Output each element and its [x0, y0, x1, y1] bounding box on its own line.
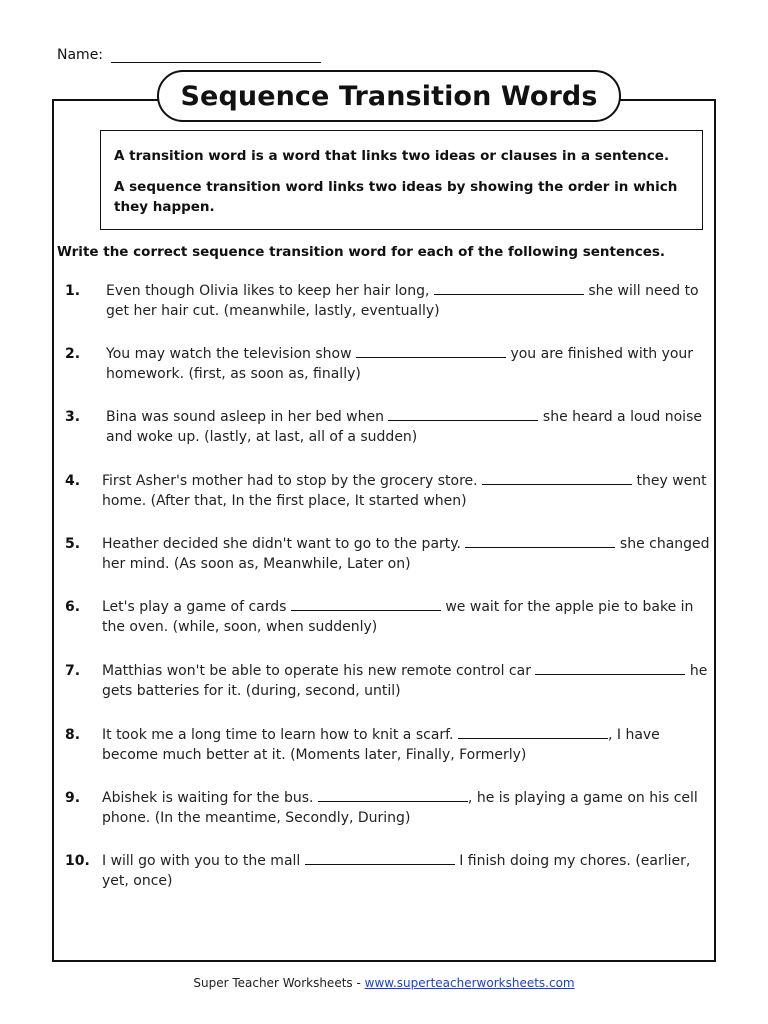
- question-text-after: , he is playing a game on his cell phone. (In the meantime, Secondly, During): [102, 790, 698, 826]
- question-7: [65, 662, 715, 701]
- answer-blank[interactable]: [318, 789, 468, 802]
- question-number: 10.: [65, 853, 90, 869]
- question-number: 7.: [65, 663, 81, 679]
- question-number: 8.: [65, 727, 81, 743]
- definition-box: [100, 130, 703, 230]
- definition-2: A sequence transition word links two ideas by showing the order in which they happen.: [114, 179, 678, 215]
- question-5: [65, 535, 715, 574]
- answer-blank[interactable]: [291, 598, 441, 611]
- question-text-before: Bina was sound asleep in her bed when: [106, 409, 384, 425]
- footer: [0, 976, 768, 990]
- page-title: Sequence Transition Words: [180, 80, 598, 112]
- answer-blank[interactable]: [458, 726, 608, 739]
- question-number: 4.: [65, 473, 81, 489]
- question-text-before: Heather decided she didn't want to go to the party.: [102, 536, 462, 552]
- question-text-after: she will need to get her hair cut. (meanwhile, lastly, eventually): [106, 283, 699, 319]
- question-number: 1.: [65, 283, 81, 299]
- question-text-after: , I have become much better at it. (Moments later, Finally, Formerly): [102, 727, 660, 763]
- name-label: Name:: [57, 47, 104, 63]
- question-number: 6.: [65, 599, 81, 615]
- footer-text: Super Teacher Worksheets -: [193, 976, 361, 990]
- answer-blank[interactable]: [535, 662, 685, 675]
- question-6: [65, 598, 715, 637]
- answer-blank[interactable]: [465, 535, 615, 548]
- answer-blank[interactable]: [482, 472, 632, 485]
- answer-blank[interactable]: [388, 408, 538, 421]
- answer-blank[interactable]: [356, 345, 506, 358]
- question-text-before: It took me a long time to learn how to knit a scarf.: [102, 727, 454, 743]
- question-text-before: Even though Olivia likes to keep her hair long,: [106, 283, 430, 299]
- question-text-before: You may watch the television show: [106, 346, 352, 362]
- question-text-after: she changed her mind. (As soon as, Meanwhile, Later on): [102, 536, 710, 572]
- question-text-before: Let's play a game of cards: [102, 599, 287, 615]
- question-10: [65, 852, 715, 891]
- question-text-after: he gets batteries for it. (during, second, until): [102, 663, 708, 699]
- question-text-after: we wait for the apple pie to bake in the oven. (while, soon, when suddenly): [102, 599, 694, 635]
- instructions: Write the correct sequence transition word for each of the following sentences.: [57, 244, 666, 260]
- answer-blank[interactable]: [434, 282, 584, 295]
- question-text-before: Matthias won't be able to operate his new remote control car: [102, 663, 531, 679]
- question-number: 2.: [65, 346, 81, 362]
- question-text-after: they went home. (After that, In the first place, It started when): [102, 473, 707, 509]
- question-number: 9.: [65, 790, 81, 806]
- question-text-after: she heard a loud noise and woke up. (lastly, at last, all of a sudden): [106, 409, 702, 445]
- definition-1: A transition word is a word that links two ideas or clauses in a sentence.: [114, 148, 670, 164]
- name-blank-line[interactable]: [111, 48, 321, 63]
- question-8: [65, 726, 715, 765]
- question-text-after: you are finished with your homework. (first, as soon as, finally): [106, 346, 694, 382]
- question-3: [65, 408, 715, 447]
- title-banner: [157, 70, 621, 122]
- question-9: [65, 789, 715, 828]
- answer-blank[interactable]: [305, 852, 455, 865]
- question-text-before: Abishek is waiting for the bus.: [102, 790, 314, 806]
- question-text-before: I will go with you to the mall: [102, 853, 301, 869]
- question-number: 3.: [65, 409, 81, 425]
- name-row: [57, 47, 321, 63]
- question-1: [65, 282, 715, 321]
- footer-link[interactable]: www.superteacherworksheets.com: [364, 976, 575, 990]
- question-text-after: I finish doing my chores. (earlier, yet, once): [102, 853, 691, 889]
- question-4: [65, 472, 715, 511]
- question-number: 5.: [65, 536, 81, 552]
- question-2: [65, 345, 715, 384]
- question-text-before: First Asher's mother had to stop by the grocery store.: [102, 473, 478, 489]
